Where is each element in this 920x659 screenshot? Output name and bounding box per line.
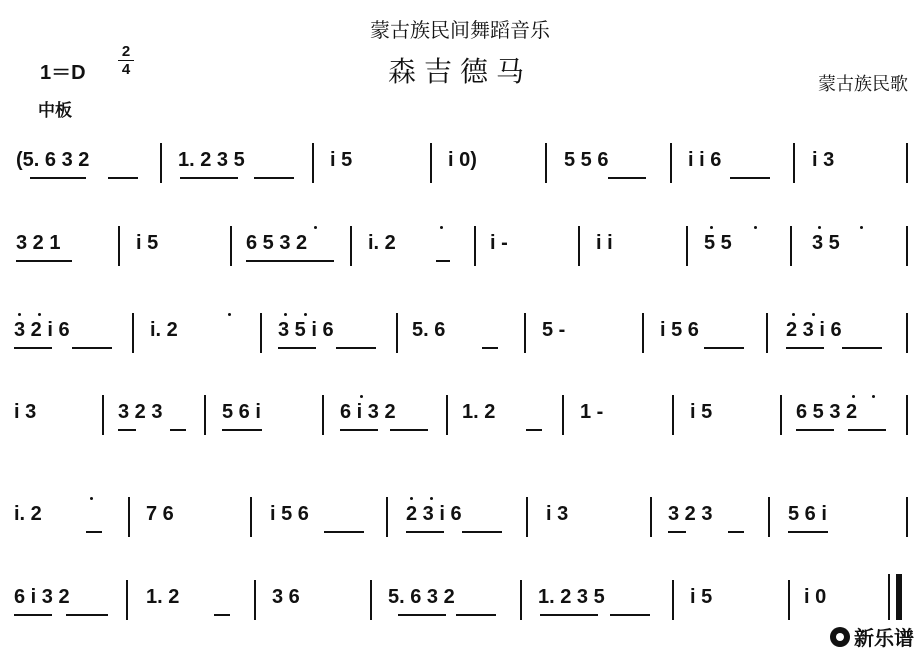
underline <box>456 614 496 616</box>
octave-dot <box>710 226 713 229</box>
measure: 5 5 6 <box>564 149 609 171</box>
barline <box>524 313 526 353</box>
final-barline <box>896 574 902 620</box>
measure: i. 2 <box>14 503 42 525</box>
barline <box>793 143 795 183</box>
barline <box>160 143 162 183</box>
measure: 5 6 i <box>788 503 827 525</box>
octave-dot <box>430 497 433 500</box>
octave-dot <box>860 226 863 229</box>
measure: i i 6 <box>688 149 722 171</box>
measure: i 0) <box>448 149 477 171</box>
measure: i 3 <box>546 503 569 525</box>
octave-dot <box>38 313 41 316</box>
measure: i i <box>596 232 613 254</box>
barline <box>672 580 674 620</box>
notation-system <box>0 218 920 278</box>
octave-dot <box>754 226 757 229</box>
barline <box>132 313 134 353</box>
watermark-logo <box>830 622 914 651</box>
time-signature-numerator: 2 <box>118 44 134 61</box>
measure: 3 6 <box>272 586 300 608</box>
octave-dot <box>872 395 875 398</box>
disc-icon <box>830 627 850 647</box>
measure: i 5 6 <box>660 319 699 341</box>
underline <box>842 347 882 349</box>
barline <box>370 580 372 620</box>
octave-dot <box>410 497 413 500</box>
measure: 5 5 <box>704 232 732 254</box>
underline <box>72 347 112 349</box>
measure: 3 5 <box>812 232 840 254</box>
measure: 3 2 3 <box>668 503 713 525</box>
octave-dot <box>304 313 307 316</box>
underline <box>526 429 542 431</box>
octave-dot <box>792 313 795 316</box>
underline <box>728 531 744 533</box>
underline <box>336 347 376 349</box>
underline <box>222 429 262 431</box>
underline <box>540 614 598 616</box>
octave-dot <box>852 395 855 398</box>
measure: 6 i 3 2 <box>14 586 70 608</box>
underline <box>246 260 334 262</box>
measure: i. 2 <box>368 232 396 254</box>
barline <box>686 226 688 266</box>
piece-title: 森吉德马 <box>387 55 532 88</box>
octave-dot <box>314 226 317 229</box>
underline <box>16 260 72 262</box>
measure: 2 3 i 6 <box>786 319 842 341</box>
time-signature <box>118 44 134 77</box>
barline <box>790 226 792 266</box>
barline <box>766 313 768 353</box>
underline <box>108 177 138 179</box>
barline <box>446 395 448 435</box>
barline <box>906 313 908 353</box>
measure: i. 2 <box>150 319 178 341</box>
barline <box>642 313 644 353</box>
octave-dot <box>812 313 815 316</box>
barline <box>128 497 130 537</box>
barline <box>430 143 432 183</box>
octave-dot <box>90 497 93 500</box>
barline <box>545 143 547 183</box>
measure: i 5 <box>690 586 713 608</box>
underline <box>668 531 686 533</box>
notation-system <box>0 570 920 630</box>
octave-dot <box>18 313 21 316</box>
barline <box>204 395 206 435</box>
underline <box>324 531 364 533</box>
underline <box>704 347 744 349</box>
barline <box>260 313 262 353</box>
origin-label: 蒙古族民歌 <box>818 74 908 95</box>
underline <box>14 614 52 616</box>
barline <box>474 226 476 266</box>
barline <box>562 395 564 435</box>
barline <box>254 580 256 620</box>
measure: 5 - <box>542 319 566 341</box>
barline <box>102 395 104 435</box>
underline <box>796 429 834 431</box>
underline <box>482 347 498 349</box>
underline <box>398 614 446 616</box>
underline <box>66 614 108 616</box>
barline <box>906 497 908 537</box>
notation-system <box>0 303 920 363</box>
measure: 6 5 3 2 <box>246 232 308 254</box>
barline <box>396 313 398 353</box>
underline <box>14 347 52 349</box>
notation-system <box>0 135 920 195</box>
underline <box>254 177 294 179</box>
underline <box>390 429 428 431</box>
underline <box>848 429 886 431</box>
measure: i 3 <box>14 401 37 423</box>
measure: 5. 6 3 2 <box>388 586 455 608</box>
measure: i 5 <box>690 401 713 423</box>
notation-system <box>0 385 920 445</box>
underline <box>180 177 238 179</box>
barline <box>672 395 674 435</box>
barline <box>780 395 782 435</box>
barline <box>230 226 232 266</box>
measure: 6 i 3 2 <box>340 401 396 423</box>
underline <box>340 429 378 431</box>
barline <box>906 226 908 266</box>
barline <box>350 226 352 266</box>
measure: i 5 <box>136 232 159 254</box>
time-signature-denominator: 4 <box>121 61 131 78</box>
underline <box>214 614 230 616</box>
barline <box>788 580 790 620</box>
measure: i 5 6 <box>270 503 309 525</box>
measure: (5. 6 3 2 <box>16 149 90 171</box>
measure: 3 2 i 6 <box>14 319 70 341</box>
octave-dot <box>284 313 287 316</box>
measure: i 0 <box>804 586 827 608</box>
measure: 1 - <box>580 401 604 423</box>
octave-dot <box>360 395 363 398</box>
barline <box>670 143 672 183</box>
barline <box>888 574 890 620</box>
underline <box>118 429 136 431</box>
underline <box>406 531 444 533</box>
barline <box>650 497 652 537</box>
octave-dot <box>228 313 231 316</box>
underline <box>436 260 450 262</box>
measure: 1. 2 <box>462 401 496 423</box>
barline <box>386 497 388 537</box>
octave-dot <box>440 226 443 229</box>
measure: i - <box>490 232 508 254</box>
barline <box>906 395 908 435</box>
measure: 1. 2 3 5 <box>538 586 605 608</box>
barline <box>126 580 128 620</box>
underline <box>30 177 86 179</box>
barline <box>250 497 252 537</box>
barline <box>312 143 314 183</box>
underline <box>608 177 646 179</box>
series-title: 蒙古族民间舞蹈音乐 <box>370 18 550 42</box>
measure: 1. 2 3 5 <box>178 149 245 171</box>
underline <box>462 531 502 533</box>
measure: 6 5 3 2 <box>796 401 858 423</box>
barline <box>906 143 908 183</box>
underline <box>730 177 770 179</box>
barline <box>520 580 522 620</box>
measure: 3 2 1 <box>16 232 61 254</box>
barline <box>322 395 324 435</box>
notation-system <box>0 487 920 547</box>
barline <box>118 226 120 266</box>
barline <box>768 497 770 537</box>
measure: 1. 2 <box>146 586 180 608</box>
key-signature: 1＝D <box>40 62 86 84</box>
measure: 2 3 i 6 <box>406 503 462 525</box>
underline <box>170 429 186 431</box>
measure: 3 5 i 6 <box>278 319 334 341</box>
measure: 3 2 3 <box>118 401 163 423</box>
barline <box>578 226 580 266</box>
measure: 7 6 <box>146 503 174 525</box>
underline <box>610 614 650 616</box>
watermark-text: 新乐谱 <box>854 626 914 650</box>
underline <box>788 531 828 533</box>
barline <box>526 497 528 537</box>
underline <box>278 347 316 349</box>
measure: 5. 6 <box>412 319 446 341</box>
underline <box>86 531 102 533</box>
measure: i 5 <box>330 149 353 171</box>
octave-dot <box>818 226 821 229</box>
tempo-marking: 中板 <box>38 101 72 121</box>
measure: 5 6 i <box>222 401 261 423</box>
measure: i 3 <box>812 149 835 171</box>
underline <box>786 347 824 349</box>
